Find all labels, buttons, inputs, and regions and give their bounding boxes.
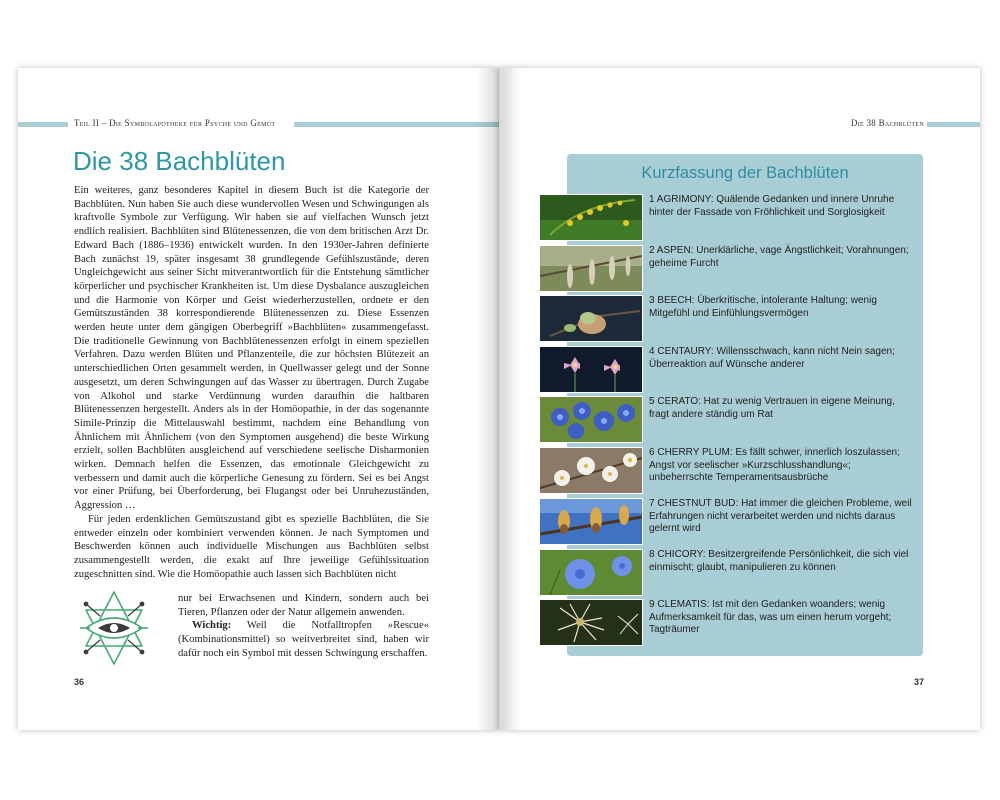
centaury-photo — [539, 346, 643, 393]
important-note — [178, 619, 429, 660]
paragraph: Für jeden erdenklichen Gemütszustand gibt es spezielle Bachblüten, die Sie entweder einzeln oder kombiniert verwenden können. Je nach Symptomen und Beschwerden können auch individuelle Mischungen aus Bachblüten selbst zusammengestellt werden, die exakt auf Ihre jeweilige Gefühlssituation zugeschnitten sind. Wie die Homöopathie auch lassen sich Bachblüten nicht — [74, 513, 429, 580]
beech-photo — [539, 295, 643, 342]
wrapped-text — [178, 592, 429, 661]
entry-number: 3 — [649, 295, 655, 306]
entry-description: Unerklärliche, vage Ängstlichkeit; Vorahnungen; geheime Furcht — [649, 245, 909, 269]
entry-number: 4 — [649, 346, 655, 357]
important-label: Wichtig: — [192, 620, 232, 632]
running-head-bar — [927, 122, 980, 127]
chestnut-bud-photo — [539, 498, 643, 545]
entry-number: 9 — [649, 599, 655, 610]
running-head-bar — [18, 122, 68, 127]
list-item — [539, 346, 915, 393]
entry-text: 5 CERATO: Hat zu wenig Vertrauen in eigene Meinung, fragt andere ständig um Rat — [649, 396, 895, 420]
entry-text: 3 BEECH: Überkritische, intolerante Haltung; wenig Mitgefühl und Einfühlungsvermögen — [649, 295, 877, 319]
important-text: Weil die Notfalltropfen »Rescue« (Kombinationsmittel) so weitverbreitet sind, haben wir dafür noch ein Symbol mit dessen Schwingung erschaffen. — [178, 620, 429, 659]
running-head: Die 38 Bachblüten — [850, 118, 924, 128]
body-text — [74, 184, 429, 581]
list-item — [539, 295, 915, 342]
left-page — [18, 68, 499, 730]
agrimony-photo — [539, 194, 643, 241]
entry-name: BEECH — [657, 295, 692, 306]
running-head: Teil II – Die Symbolapotheke für Psyche und Gemüt — [74, 118, 276, 128]
book-spread — [18, 68, 980, 730]
page-number: 36 — [74, 677, 85, 687]
entry-description: Quälende Gedanken und innere Unruhe hinter der Fassade von Fröhlichkeit und Sorglosigkeit — [649, 194, 895, 218]
paragraph: Ein weiteres, ganz besonderes Kapitel in diesem Buch ist die Kategorie der Bachblüten. Nun haben Sie auch diese wundervollen Wesen und Schwingungen als kraftvolle Symbole zur Verfügung. Wir haben sie auf vielfachen Wunsch jetzt endlich realisiert. Bachblüten sind Blütenessenzen, die von dem britischen Arzt Dr. Edward Bach (1886–1936) entwickelt wurden. In den 1930er-Jahren definierte Bach zunächst 19, später insgesamt 38 grundlegende Gefühlszustände, deren Ungleichgewicht aus seiner Sicht mitverantwortlich für die Entstehung sämtlicher körperlicher und psychischer Krankheiten ist. Um diese Dysbalance auszugleichen und die Harmonie von Körper und Geist wiederherzustellen, ordnete er den Gemütszuständen 38 korrespondierende Blütenessenzen zu. Diese Essenzen werden heute unter dem gängigen Oberbegriff »Bachblüten« zusammengefasst. Die traditionelle Gewinnung von Bachblütenessenzen erfolgt in einem speziellen Verfahren. Dazu werden Blüten und Pflanzenteile, die zur höchsten Blütezeit an unterschiedlichen Orten gesammelt werden, in Quellwasser gelegt und der Sonne ausgesetzt, um deren Schwingungen auf das Wasser zu übertragen. Durch Zugabe von Alkohol und starke Verdünnung wurden daraufhin die haltbaren Blütenessenzen hergestellt. Anders als in der Homöopathie, in der das sogenannte Simile-Prinzip die Mittelauswahl bestimmt, nachdem eine Behandlung von Ähnlichem mit Ähnlichem (von den Symptomen ausgehend) die beste Wirkung erzielt, sollen Bachblüten ausgleichend auf verschiedene seelische Disharmonien wirken. Demnach helfen die Essenzen, das emotionale Gleichgewicht zu verbessern und damit auch die körperliche Genesung zu fördern. Sei es bei Angst vor einer Prüfung, bei Überforderung, bei Flugangst oder bei Unruhezuständen, Aggression … — [74, 185, 429, 512]
entry-text: 9 CLEMATIS: Ist mit den Gedanken woanders; wenig Aufmerksamkeit für das, was um einen herum vorgeht; Tagträumer — [649, 599, 892, 636]
entry-number: 6 — [649, 447, 655, 458]
list-item — [539, 549, 915, 596]
entry-text: 1 AGRIMONY: Quälende Gedanken und innere Unruhe hinter der Fassade von Fröhlichkeit und Sorglosigkeit — [649, 194, 895, 218]
cherry-plum-photo — [539, 447, 643, 494]
list-item — [539, 245, 915, 292]
chicory-photo — [539, 549, 643, 596]
entry-name: CLEMATIS — [657, 599, 707, 610]
entry-number: 7 — [649, 498, 655, 509]
bach-rescue-symbol-icon — [74, 588, 154, 668]
page-number: 37 — [913, 677, 924, 687]
list-item — [539, 599, 915, 646]
entry-name: CHESTNUT BUD — [657, 498, 736, 509]
entry-description: Ist mit den Gedanken woanders; wenig Aufmerksamkeit für das, was um einen herum vorgeht; Tagträumer — [649, 599, 892, 636]
entry-name: CENTAURY — [657, 346, 711, 357]
gutter-shadow — [477, 68, 499, 730]
entry-name: CHICORY — [657, 549, 703, 560]
aspen-photo — [539, 245, 643, 292]
entry-description: Besitzergreifende Persönlichkeit, die sich viel einmischt; glaubt, manipulieren zu können — [649, 549, 909, 573]
running-head-bar — [294, 122, 499, 127]
entry-name: CERATO — [657, 396, 699, 407]
list-item — [539, 447, 915, 494]
entry-number: 8 — [649, 549, 655, 560]
cerato-photo — [539, 396, 643, 443]
entry-description: Hat immer die gleichen Probleme, weil Erfahrungen nicht verarbeitet werden und nichts daraus gelernt wird — [649, 498, 912, 535]
right-page — [499, 68, 980, 730]
entry-number: 2 — [649, 245, 655, 256]
paragraph: nur bei Erwachsenen und Kindern, sondern auch bei Tieren, Pflanzen oder der Natur allgemein anwenden. — [178, 593, 429, 618]
entry-number: 1 — [649, 194, 655, 205]
entry-text: 8 CHICORY: Besitzergreifende Persönlichkeit, die sich viel einmischt; glaubt, manipulieren zu können — [649, 549, 909, 573]
entry-description: Überkritische, intolerante Haltung; wenig Mitgefühl und Einfühlungsvermögen — [649, 295, 877, 319]
list-item — [539, 396, 915, 443]
entry-name: CHERRY PLUM — [657, 447, 730, 458]
entry-text: 7 CHESTNUT BUD: Hat immer die gleichen Probleme, weil Erfahrungen nicht verarbeitet werden und nichts daraus gelernt wird — [649, 498, 912, 535]
clematis-photo — [539, 599, 643, 646]
entry-number: 5 — [649, 396, 655, 407]
entry-text: 2 ASPEN: Unerklärliche, vage Ängstlichkeit; Vorahnungen; geheime Furcht — [649, 245, 909, 269]
box-title: Kurzfassung der Bachblüten — [641, 164, 849, 182]
entry-name: AGRIMONY — [656, 194, 711, 205]
gutter-shadow — [499, 68, 521, 730]
entry-text: 6 CHERRY PLUM: Es fällt schwer, innerlich loszulassen; Angst vor seelischer »Kurzschlusshandlung«; unbeherrschte Temperamentsausbrüche — [649, 447, 900, 484]
entry-name: ASPEN — [656, 245, 691, 256]
entry-text: 4 CENTAURY: Willensschwach, kann nicht Nein sagen; Überreaktion auf Wünsche anderer — [649, 346, 895, 370]
list-item — [539, 498, 915, 545]
entry-description: Es fällt schwer, innerlich loszulassen; Angst vor seelischer »Kurzschlusshandlung«; unbeherrschte Temperamentsausbrüche — [649, 447, 900, 484]
list-item — [539, 194, 915, 241]
entry-description: Hat zu wenig Vertrauen in eigene Meinung, fragt andere ständig um Rat — [649, 396, 895, 420]
page-title: Die 38 Bachblüten — [73, 146, 286, 176]
entry-description: Willensschwach, kann nicht Nein sagen; Überreaktion auf Wünsche anderer — [649, 346, 895, 370]
